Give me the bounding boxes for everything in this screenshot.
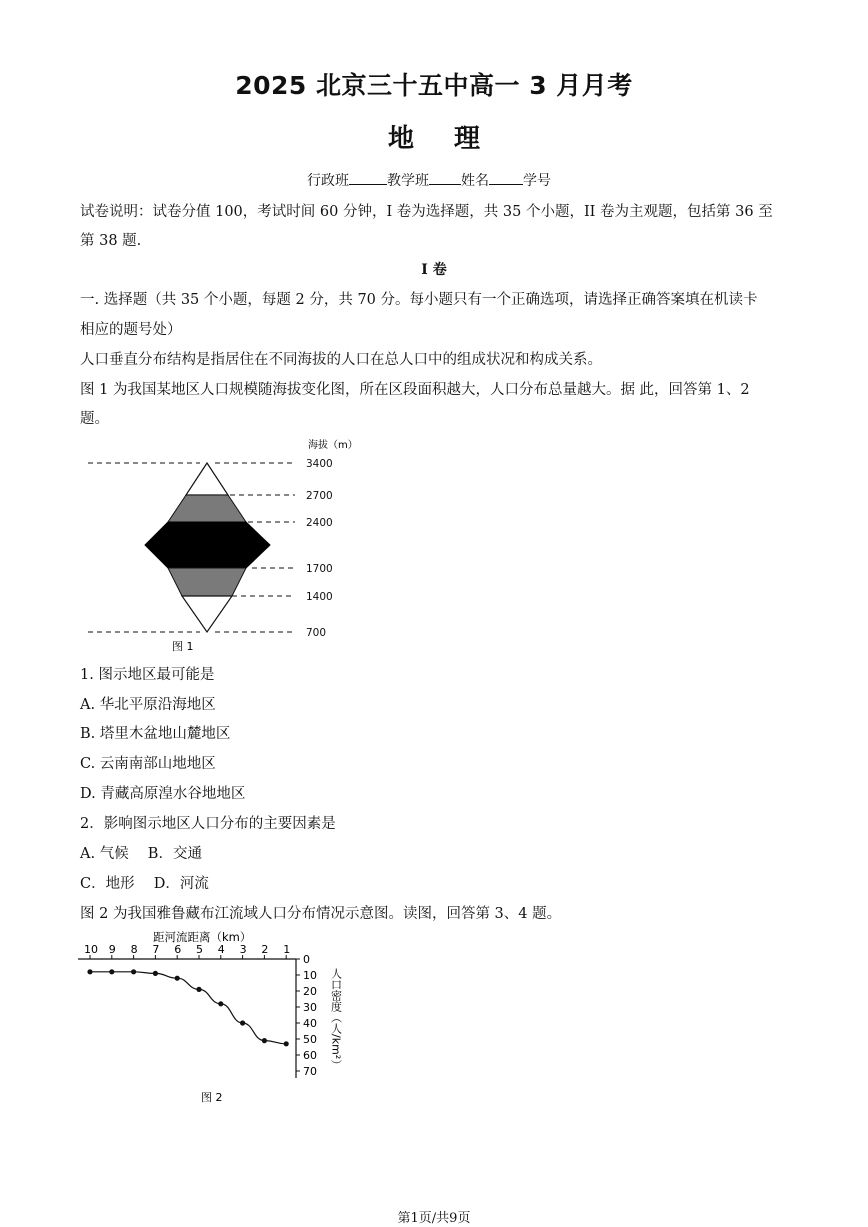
data-point xyxy=(218,1001,223,1006)
x-tick-label: 5 xyxy=(196,943,203,956)
data-point xyxy=(196,987,201,992)
page-title: 2025 北京三十五中高一 3 月月考 xyxy=(235,71,633,100)
q2-options-row-2: C．地形 D．河流 xyxy=(80,876,209,892)
x-tick-label: 3 xyxy=(239,943,247,956)
data-point xyxy=(175,976,180,981)
level-label-2400: 2400 xyxy=(306,517,333,529)
band-2700-3400 xyxy=(186,463,228,495)
name-blank[interactable] xyxy=(489,172,523,185)
data-point xyxy=(240,1020,245,1025)
level-label-1400: 1400 xyxy=(306,591,333,603)
figure2-x-ticks xyxy=(84,943,290,959)
data-point xyxy=(262,1038,267,1043)
part1-heading-line-1: 一. 选择题（共 35 个小题，每题 2 分，共 70 分。每小题只有一个正确选项，请选择正确答案填在机读卡 xyxy=(80,292,758,308)
q2-options-row-1: A. 气候 B．交通 xyxy=(80,846,202,862)
figure1-intro-line-2: 题。 xyxy=(80,411,109,427)
figure1-caption: 图 1 xyxy=(172,640,194,653)
definition-text: 人口垂直分布结构是指居住在不同海拔的人口在总人口中的组成状况和构成关系。 xyxy=(80,352,602,368)
data-point xyxy=(153,971,158,976)
x-tick-label: 9 xyxy=(108,943,116,956)
level-label-700: 700 xyxy=(306,627,327,639)
band-700-1400 xyxy=(182,596,232,632)
question-1: 1. 图示地区最可能是 xyxy=(80,667,215,683)
subject-title: 地理 xyxy=(387,124,520,154)
y-tick-label: 40 xyxy=(303,1017,317,1030)
x-tick-label: 10 xyxy=(84,943,98,956)
part1-heading-line-2: 相应的题号处） xyxy=(80,322,182,338)
y-tick-label: 10 xyxy=(303,969,317,982)
instructions-line-1: 试卷说明：试卷分值 100，考试时间 60 分钟，I 卷为选择题，共 35 个小题，II 卷为主观题，包括第 36 至 xyxy=(80,204,773,220)
x-tick-label: 8 xyxy=(130,943,138,956)
figure1-axis-title: 海拔（m） xyxy=(308,440,358,451)
field-name: 姓名 xyxy=(461,173,489,189)
y-tick-label: 70 xyxy=(303,1065,317,1078)
x-tick-label: 1 xyxy=(283,943,291,956)
q1-option-c: C. 云南南部山地地区 xyxy=(80,756,216,772)
x-tick-label: 4 xyxy=(217,943,225,956)
x-tick-label: 2 xyxy=(261,943,269,956)
figure2-y-ticks xyxy=(296,953,317,1078)
instructions-line-2: 第 38 题. xyxy=(80,233,142,249)
data-point xyxy=(87,969,92,974)
x-tick-label: 7 xyxy=(152,943,160,956)
field-student-id: 学号 xyxy=(523,173,551,189)
figure1-diagram xyxy=(80,432,380,657)
q1-option-a: A. 华北平原沿海地区 xyxy=(80,697,216,713)
data-point xyxy=(109,969,114,974)
field-teaching-class: 教学班 xyxy=(387,173,429,189)
student-info-fields xyxy=(307,170,551,190)
y-tick-label: 60 xyxy=(303,1049,317,1062)
figure2-ylabel: 人口密度（人/km²） xyxy=(329,968,343,1071)
q1-option-b: B. 塔里木盆地山麓地区 xyxy=(80,726,231,742)
figure2-chart xyxy=(78,926,358,1106)
figure2-caption: 图 2 xyxy=(201,1091,223,1104)
data-point xyxy=(131,969,136,974)
page-number: 第1页/共9页 xyxy=(397,1211,471,1226)
band-1400-1700 xyxy=(168,568,246,596)
q1-option-d: D. 青藏高原湟水谷地地区 xyxy=(80,786,246,802)
figure2-intro: 图 2 为我国雅鲁藏布江流域人口分布情况示意图。读图，回答第 3、4 题。 xyxy=(80,906,562,922)
level-label-3400: 3400 xyxy=(306,458,333,470)
teaching-class-blank[interactable] xyxy=(429,172,461,185)
band-2400-2700 xyxy=(168,495,246,522)
figure1-intro-line-1: 图 1 为我国某地区人口规模随海拔变化图，所在区段面积越大，人口分布总量越大。据 此，回答第 1、2 xyxy=(80,382,750,398)
level-label-1700: 1700 xyxy=(306,563,333,575)
data-point xyxy=(284,1041,289,1046)
figure2-points xyxy=(87,969,288,1046)
x-tick-label: 6 xyxy=(174,943,182,956)
level-label-2700: 2700 xyxy=(306,490,333,502)
y-tick-label: 30 xyxy=(303,1001,317,1014)
y-tick-label: 50 xyxy=(303,1033,317,1046)
question-2: 2．影响图示地区人口分布的主要因素是 xyxy=(80,816,336,832)
y-tick-label: 0 xyxy=(303,953,310,966)
section-title: I 卷 xyxy=(421,262,447,278)
figure2-xlabel: 距河流距离（km） xyxy=(153,930,252,944)
figure2-series-line xyxy=(90,972,286,1044)
band-1700-2400 xyxy=(145,522,270,568)
y-tick-label: 20 xyxy=(303,985,317,998)
admin-class-blank[interactable] xyxy=(349,172,387,185)
field-admin-class: 行政班 xyxy=(307,173,349,189)
